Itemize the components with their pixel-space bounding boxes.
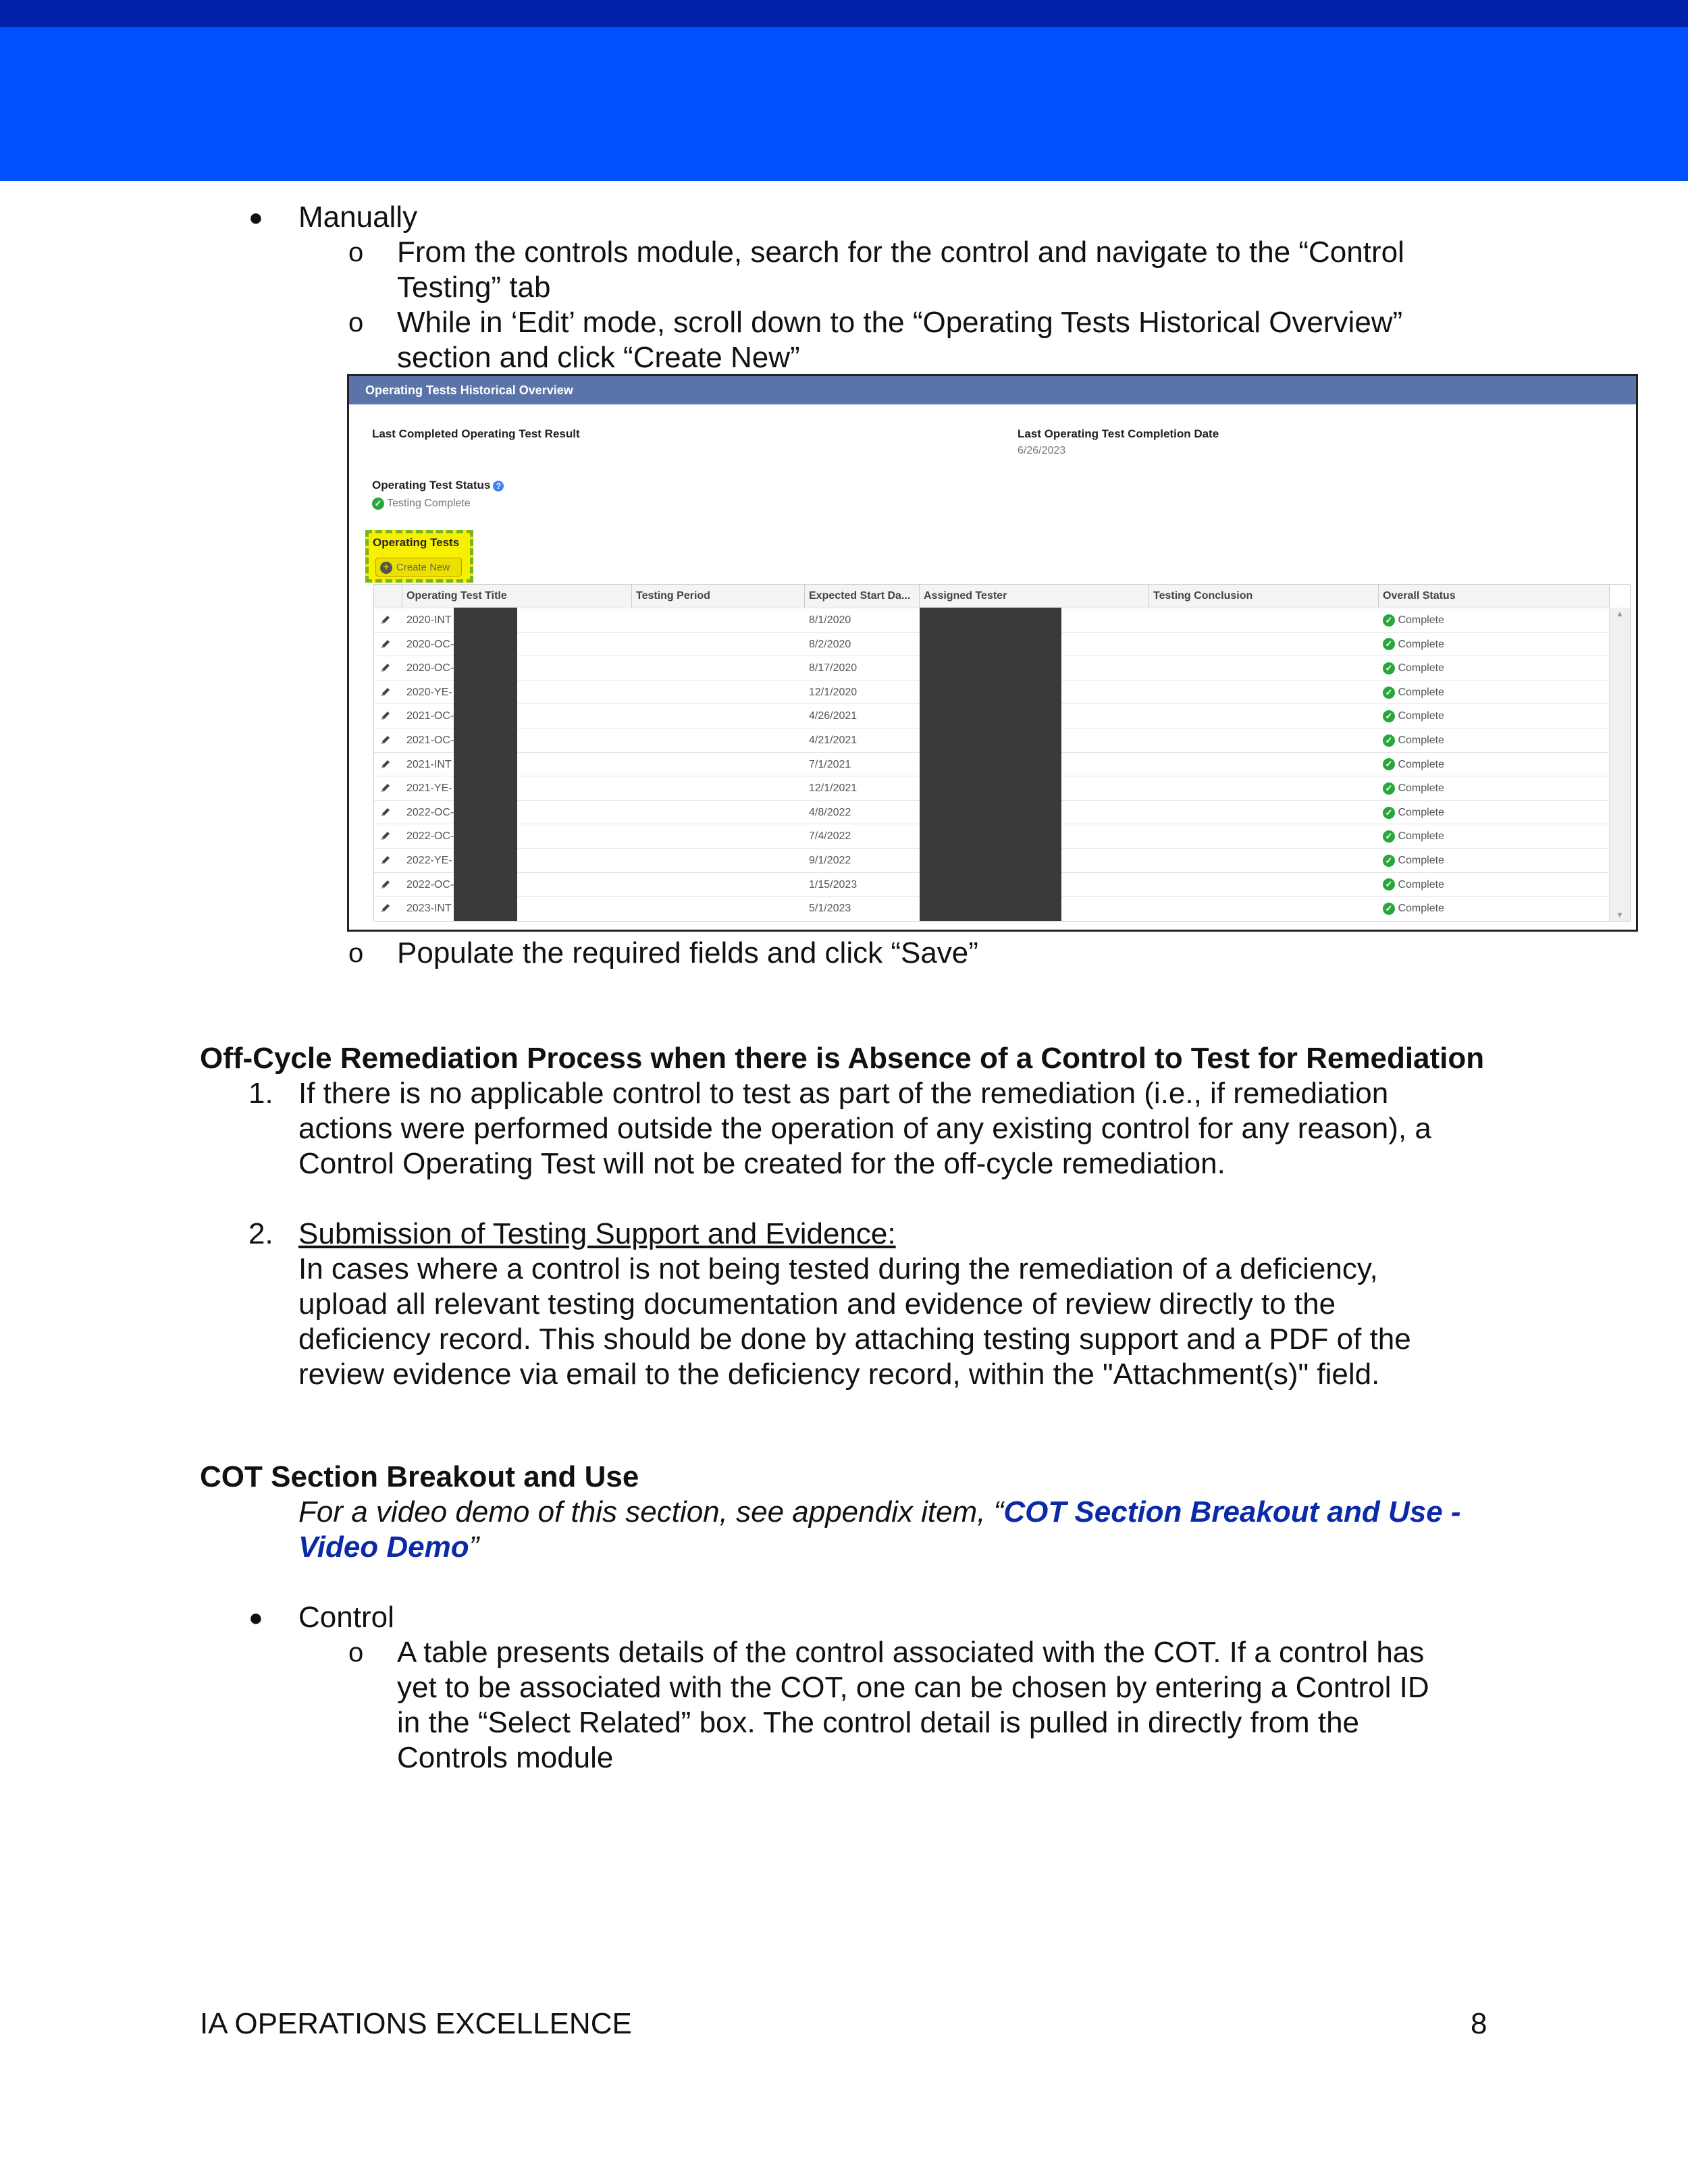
pencil-icon[interactable]	[379, 830, 392, 842]
cell-status	[1383, 728, 1444, 753]
highlight-box	[365, 530, 473, 583]
cell-title: 2022-YE-	[406, 855, 452, 866]
bullet-control: Control	[298, 1601, 394, 1634]
list-number: 1.	[248, 1077, 273, 1110]
status-value-text: Testing Complete	[387, 498, 471, 510]
scroll-down-icon[interactable]: ▼	[1616, 910, 1624, 920]
check-circle-icon: ✓	[1383, 638, 1395, 650]
cell-title: 2021-INT	[406, 758, 452, 770]
paragraph-line: review evidence via email to the deficiency record, within the "Attachment(s)" field.	[298, 1358, 1380, 1391]
status-value	[372, 498, 471, 510]
cell-status	[1383, 656, 1444, 681]
sub-bullet-o: o	[348, 1638, 364, 1668]
list-number: 2.	[248, 1217, 273, 1250]
create-new-label: Create New	[396, 562, 450, 573]
cell-start-date: 1/15/2023	[809, 878, 858, 890]
status-label-text: Operating Test Status	[372, 479, 491, 491]
cell-title: 2021-OC-	[406, 735, 454, 746]
cell-title: 2020-OC-	[406, 638, 454, 650]
status-text: Complete	[1398, 903, 1444, 915]
cell-title: 2020-OC-	[406, 662, 454, 674]
status-text: Complete	[1398, 878, 1444, 890]
check-circle-icon: ✓	[1383, 830, 1395, 843]
pencil-icon[interactable]	[379, 758, 392, 770]
step-text: section and click “Create New”	[397, 341, 800, 374]
redaction-block	[454, 608, 517, 921]
pencil-icon[interactable]	[379, 614, 392, 626]
column-header[interactable]: Operating Test Title	[402, 585, 632, 608]
operating-tests-table	[373, 584, 1631, 922]
video-demo-note-line2	[298, 1530, 479, 1565]
paragraph-line: Control Operating Test will not be created for the off-cycle remediation.	[298, 1147, 1225, 1180]
column-header[interactable]: Expected Start Da...	[805, 585, 920, 608]
step-text: From the controls module, search for the control and navigate to the “Control	[397, 236, 1404, 269]
sub-bullet-o: o	[348, 238, 364, 267]
check-circle-icon: ✓	[1383, 903, 1395, 915]
column-header[interactable]: Overall Status	[1379, 585, 1610, 608]
check-circle-icon: ✓	[1383, 710, 1395, 722]
cell-status	[1383, 897, 1444, 921]
status-text: Complete	[1398, 735, 1444, 746]
paragraph-line: yet to be associated with the COT, one can be chosen by entering a Control ID	[397, 1671, 1429, 1704]
cell-start-date: 4/26/2021	[809, 710, 858, 722]
section-heading: COT Section Breakout and Use	[200, 1460, 639, 1493]
panel-title: Operating Tests Historical Overview	[349, 376, 1636, 404]
status-text: Complete	[1398, 614, 1444, 626]
cell-title: 2022-OC-	[406, 830, 454, 843]
paragraph-line: upload all relevant testing documentation and evidence of review directly to the	[298, 1287, 1336, 1321]
cell-status	[1383, 608, 1444, 633]
video-demo-note	[298, 1495, 1461, 1530]
cell-status	[1383, 704, 1444, 728]
column-header[interactable]: Testing Period	[632, 585, 805, 608]
cell-start-date: 7/4/2022	[809, 830, 851, 843]
status-text: Complete	[1398, 830, 1444, 843]
cell-title: 2021-OC-	[406, 710, 454, 722]
cell-status	[1383, 681, 1444, 705]
cell-title: 2022-OC-	[406, 806, 454, 818]
cell-start-date: 7/1/2021	[809, 758, 851, 770]
pencil-icon[interactable]	[379, 662, 392, 674]
cell-status	[1383, 776, 1444, 801]
sub-bullet-o: o	[348, 308, 364, 338]
status-text: Complete	[1398, 782, 1444, 795]
cell-status	[1383, 849, 1444, 873]
pencil-icon[interactable]	[379, 782, 392, 794]
status-text: Complete	[1398, 638, 1444, 650]
cell-title: 2020-INT	[406, 614, 452, 626]
check-circle-icon: ✓	[1383, 758, 1395, 770]
step-text: While in ‘Edit’ mode, scroll down to the “Operating Tests Historical Overview”	[397, 306, 1403, 339]
status-text: Complete	[1398, 855, 1444, 866]
help-icon[interactable]: ?	[493, 481, 504, 491]
redaction-block	[920, 608, 1061, 921]
operating-tests-label: Operating Tests	[373, 536, 460, 549]
paragraph-line: in the “Select Related” box. The control detail is pulled in directly from the	[397, 1706, 1360, 1739]
cell-start-date: 12/1/2020	[809, 686, 858, 698]
cell-status	[1383, 753, 1444, 777]
last-date-value: 6/26/2023	[1018, 445, 1066, 456]
pencil-icon[interactable]	[379, 902, 392, 914]
pencil-icon[interactable]	[379, 854, 392, 866]
status-label	[372, 479, 504, 492]
cell-title: 2021-YE-	[406, 782, 452, 795]
operating-tests-screenshot	[347, 374, 1638, 932]
cell-title: 2022-OC-	[406, 878, 454, 890]
page-number: 8	[1471, 2007, 1487, 2040]
cell-title: 2023-INT	[406, 903, 452, 915]
bullet-dot: ●	[248, 203, 263, 231]
header-band	[0, 27, 1688, 181]
paragraph-line: If there is no applicable control to test as part of the remediation (i.e., if remediation	[298, 1077, 1389, 1110]
pencil-icon[interactable]	[379, 878, 392, 890]
bullet-manually: Manually	[298, 201, 418, 234]
check-circle-icon: ✓	[1383, 878, 1395, 890]
cell-start-date: 8/2/2020	[809, 638, 851, 650]
cell-start-date: 4/8/2022	[809, 806, 851, 818]
paragraph-line: In cases where a control is not being tested during the remediation of a deficiency,	[298, 1252, 1378, 1285]
last-result-label: Last Completed Operating Test Result	[372, 427, 580, 440]
paragraph-line: actions were performed outside the operation of any existing control for any reason), a	[298, 1112, 1431, 1145]
status-text: Complete	[1398, 758, 1444, 770]
demo-prefix: For a video demo of this section, see appendix item, “	[298, 1495, 1004, 1528]
cell-status	[1383, 824, 1444, 849]
cell-start-date: 4/21/2021	[809, 735, 858, 746]
last-date-label: Last Operating Test Completion Date	[1018, 427, 1219, 440]
check-circle-icon: ✓	[1383, 782, 1395, 795]
cell-start-date: 12/1/2021	[809, 782, 858, 795]
header-band-top	[0, 0, 1688, 27]
cell-title: 2020-YE-	[406, 686, 452, 698]
item-title: Submission of Testing Support and Evidence:	[298, 1217, 896, 1250]
video-demo-link[interactable]: COT Section Breakout and Use -	[1003, 1495, 1461, 1528]
plus-circle-icon: +	[380, 562, 392, 574]
check-circle-icon: ✓	[1383, 662, 1395, 674]
step-text: Testing” tab	[397, 271, 551, 304]
pencil-icon[interactable]	[379, 806, 392, 818]
status-text: Complete	[1398, 662, 1444, 674]
create-new-button[interactable]	[375, 558, 462, 577]
demo-suffix: ”	[469, 1530, 479, 1564]
paragraph-line: deficiency record. This should be done by attaching testing support and a PDF of the	[298, 1323, 1411, 1356]
cell-status	[1383, 633, 1444, 657]
step-text: Populate the required fields and click “Save”	[397, 936, 978, 969]
check-circle-icon: ✓	[1383, 855, 1395, 867]
check-circle-icon: ✓	[1383, 807, 1395, 819]
paragraph-line: A table presents details of the control associated with the COT. If a control has	[397, 1636, 1425, 1669]
pencil-icon[interactable]	[379, 638, 392, 650]
cell-start-date: 9/1/2022	[809, 855, 851, 866]
section-heading: Off-Cycle Remediation Process when there is Absence of a Control to Test for Remediation	[200, 1042, 1485, 1075]
paragraph-line: Controls module	[397, 1741, 614, 1774]
scroll-up-icon[interactable]: ▲	[1616, 609, 1624, 618]
bullet-dot: ●	[248, 1603, 263, 1631]
column-header[interactable]: Assigned Tester	[920, 585, 1149, 608]
status-text: Complete	[1398, 806, 1444, 818]
footer-title: IA OPERATIONS EXCELLENCE	[200, 2007, 632, 2040]
cell-status	[1383, 801, 1444, 825]
table-scrollbar[interactable]	[1609, 608, 1630, 921]
cell-start-date: 8/17/2020	[809, 662, 858, 674]
cell-start-date: 5/1/2023	[809, 903, 851, 915]
video-demo-link[interactable]: Video Demo	[298, 1530, 469, 1564]
cell-status	[1383, 873, 1444, 897]
pencil-icon[interactable]	[379, 686, 392, 698]
cell-start-date: 8/1/2020	[809, 614, 851, 626]
status-text: Complete	[1398, 710, 1444, 722]
column-header-edit	[374, 585, 402, 608]
check-circle-icon: ✓	[372, 498, 384, 510]
column-header[interactable]: Testing Conclusion	[1149, 585, 1379, 608]
status-text: Complete	[1398, 686, 1444, 698]
check-circle-icon: ✓	[1383, 687, 1395, 699]
pencil-icon[interactable]	[379, 734, 392, 746]
sub-bullet-o: o	[348, 938, 364, 968]
check-circle-icon: ✓	[1383, 735, 1395, 747]
check-circle-icon: ✓	[1383, 614, 1395, 627]
pencil-icon[interactable]	[379, 710, 392, 722]
